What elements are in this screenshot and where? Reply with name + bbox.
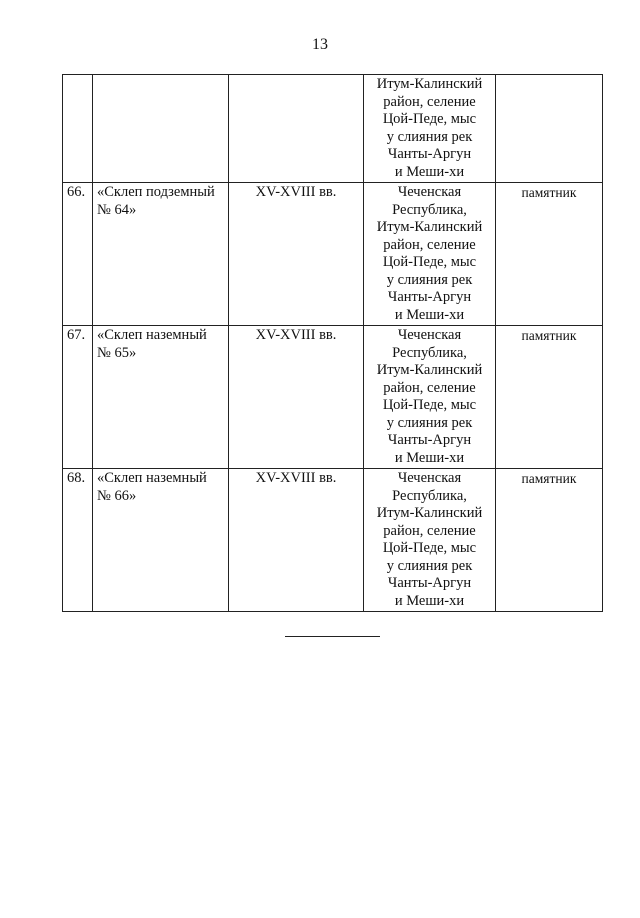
location-line: Чеченская <box>397 470 462 486</box>
location-line: Итум-Калинский <box>376 505 483 521</box>
registry-table-body <box>63 75 603 612</box>
object-name-cell <box>93 75 229 183</box>
location-line: Чанты-Аргун <box>387 432 472 448</box>
location-cell <box>364 469 496 612</box>
page-number: 13 <box>312 36 328 53</box>
object-name-cell <box>93 326 229 469</box>
end-separator-line <box>285 636 380 637</box>
object-name-line: № 66» <box>97 487 137 504</box>
category-cell <box>496 75 603 183</box>
category-cell: памятник <box>496 326 603 469</box>
location-line: Итум-Калинский <box>376 219 483 235</box>
table-row <box>63 326 603 469</box>
object-name-line: «Склеп подземный <box>97 184 215 200</box>
location-line: Чанты-Аргун <box>387 289 472 305</box>
location-line: и Меши-хи <box>394 592 465 609</box>
object-name-line: «Склеп наземный <box>97 470 207 486</box>
location-line: Республика, <box>392 201 467 218</box>
location-line: район, селение <box>383 236 476 253</box>
location-line: Республика, <box>392 487 467 504</box>
table-row <box>63 75 603 183</box>
location-line: у слияния рек <box>386 271 473 288</box>
location-cell <box>364 326 496 469</box>
location-line: и Меши-хи <box>394 449 465 466</box>
table-row <box>63 183 603 326</box>
category-cell: памятник <box>496 469 603 612</box>
location-line: район, селение <box>383 93 476 110</box>
location-line: Итум-Калинский <box>376 362 483 378</box>
location-line: Республика, <box>392 344 467 361</box>
object-name-line: № 64» <box>97 201 137 218</box>
object-name-line: № 65» <box>97 344 137 361</box>
object-name-line: «Склеп наземный <box>97 327 207 343</box>
location-line: Цой-Педе, мыс <box>382 254 477 270</box>
location-line: Итум-Калинский <box>376 76 483 92</box>
location-line: Цой-Педе, мыс <box>382 540 477 556</box>
dating-cell: XV-XVIII вв. <box>229 469 364 612</box>
location-line: район, селение <box>383 522 476 539</box>
category-cell: памятник <box>496 183 603 326</box>
location-line: Чанты-Аргун <box>387 146 472 162</box>
dating-cell <box>229 75 364 183</box>
location-line: у слияния рек <box>386 557 473 574</box>
heritage-registry-table <box>62 74 603 612</box>
dating-cell: XV-XVIII вв. <box>229 326 364 469</box>
location-line: и Меши-хи <box>394 306 465 323</box>
row-number-cell: 66. <box>63 183 93 326</box>
location-line: район, селение <box>383 379 476 396</box>
row-number-cell: 68. <box>63 469 93 612</box>
row-number-cell: 67. <box>63 326 93 469</box>
location-line: у слияния рек <box>386 414 473 431</box>
location-line: Цой-Педе, мыс <box>382 397 477 413</box>
location-line: Цой-Педе, мыс <box>382 111 477 127</box>
object-name-cell <box>93 469 229 612</box>
location-line: и Меши-хи <box>394 163 465 180</box>
row-number-cell <box>63 75 93 183</box>
dating-cell: XV-XVIII вв. <box>229 183 364 326</box>
table-row <box>63 469 603 612</box>
location-cell <box>364 75 496 183</box>
location-line: у слияния рек <box>386 128 473 145</box>
location-line: Чанты-Аргун <box>387 575 472 591</box>
location-line: Чеченская <box>397 184 462 200</box>
location-line: Чеченская <box>397 327 462 343</box>
object-name-cell <box>93 183 229 326</box>
location-cell <box>364 183 496 326</box>
